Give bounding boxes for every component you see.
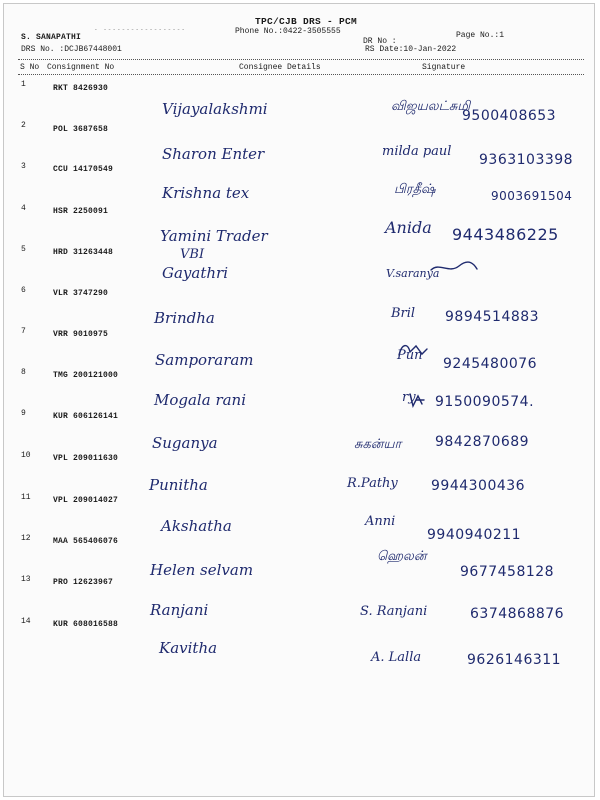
column-header-consignment: Consignment No bbox=[47, 63, 115, 72]
consignee-name: Suganya bbox=[152, 434, 218, 452]
consignment-number: KUR 606126141 bbox=[53, 412, 119, 421]
consignee-name: Helen selvam bbox=[150, 561, 254, 579]
signature: விஜயலட்சுமி bbox=[391, 99, 471, 114]
column-header-details: Consignee Details bbox=[239, 63, 321, 72]
row-number: 7 bbox=[21, 327, 26, 336]
recipient-phone: 9003691504 bbox=[491, 189, 573, 203]
row-number: 12 bbox=[21, 534, 31, 543]
recipient-phone: 9443486225 bbox=[452, 225, 559, 244]
recipient-phone: 9677458128 bbox=[460, 564, 555, 580]
consignee-name: Brindha bbox=[154, 309, 215, 327]
consignment-number: PRO 12623967 bbox=[53, 578, 114, 587]
page-number: Page No.:1 bbox=[456, 31, 505, 40]
consignee-note: VBI bbox=[180, 247, 205, 262]
row-number: 3 bbox=[21, 162, 26, 171]
consignee-name: Krishna tex bbox=[162, 184, 250, 202]
column-header-signature: Signature bbox=[422, 63, 466, 72]
consignee-name: Akshatha bbox=[161, 517, 232, 535]
consignment-number: HRD 31263448 bbox=[53, 248, 114, 257]
recipient-phone: 9363103398 bbox=[479, 152, 574, 168]
row-number: 9 bbox=[21, 409, 26, 418]
column-header-divider bbox=[18, 74, 584, 75]
recipient-phone: 6374868876 bbox=[470, 606, 565, 622]
row-number: 1 bbox=[21, 80, 26, 89]
row-number: 10 bbox=[21, 451, 31, 460]
row-number: 8 bbox=[21, 368, 26, 377]
consignment-number: POL 3687658 bbox=[53, 125, 109, 134]
consignment-number: RKT 8426930 bbox=[53, 84, 109, 93]
row-number: 5 bbox=[21, 245, 26, 254]
delivery-run-sheet bbox=[3, 3, 595, 797]
faint-header-text: - ------------------ bbox=[94, 26, 187, 33]
recipient-phone: 9626146311 bbox=[467, 652, 562, 668]
consignment-number: TMG 200121000 bbox=[53, 371, 119, 380]
consignee-name: Samporaram bbox=[155, 351, 254, 369]
consignee-name: Vijayalakshmi bbox=[162, 100, 268, 118]
signature-scribble bbox=[429, 260, 479, 276]
signature: பிரதீஷ் bbox=[394, 182, 436, 197]
recipient-phone: 9500408653 bbox=[462, 108, 557, 124]
row-number: 4 bbox=[21, 204, 26, 213]
consignee-name: Ranjani bbox=[150, 601, 209, 619]
signature: Anni bbox=[365, 514, 396, 529]
signature: V.saranya bbox=[386, 267, 440, 280]
signature: Anida bbox=[385, 218, 432, 237]
drs-number: DRS No. :DCJB67448001 bbox=[21, 45, 122, 54]
signature-scribble bbox=[396, 340, 430, 360]
header-divider bbox=[18, 59, 584, 60]
consignee-name: Yamini Trader bbox=[160, 227, 268, 245]
consignee-name: Mogala rani bbox=[154, 391, 247, 409]
signature: ஹெலன் bbox=[377, 549, 427, 564]
consignment-number: VRR 9010975 bbox=[53, 330, 109, 339]
phone-number: Phone No.:0422-3505555 bbox=[235, 27, 341, 36]
rs-date: RS Date:10-Jan-2022 bbox=[365, 45, 457, 54]
consignment-number: MAA 565406076 bbox=[53, 537, 119, 546]
row-number: 13 bbox=[21, 575, 31, 584]
signature: Pun bbox=[397, 348, 423, 363]
recipient-phone: 9150090574. bbox=[435, 394, 535, 410]
consignee-name: Gayathri bbox=[162, 264, 228, 282]
row-number: 2 bbox=[21, 121, 26, 130]
signature: S. Ranjani bbox=[360, 604, 428, 619]
row-number: 14 bbox=[21, 617, 31, 626]
consignment-number: VPL 209014027 bbox=[53, 496, 119, 505]
column-header-sno: S No bbox=[20, 63, 40, 72]
consignee-name: Kavitha bbox=[159, 639, 218, 657]
signature: A. Lalla bbox=[371, 650, 422, 665]
signature-scribble bbox=[406, 390, 428, 410]
recipient-phone: 9245480076 bbox=[443, 356, 538, 372]
signature: R.Pathy bbox=[347, 476, 398, 491]
consignment-number: HSR 2250091 bbox=[53, 207, 109, 216]
consignment-number: CCU 14170549 bbox=[53, 165, 114, 174]
sheet-title: TPC/CJB DRS - PCM bbox=[255, 16, 358, 27]
row-number: 11 bbox=[21, 493, 31, 502]
consignment-number: VPL 209011630 bbox=[53, 454, 119, 463]
consignee-name: Sharon Enter bbox=[162, 145, 265, 163]
consignment-number: KUR 608016588 bbox=[53, 620, 119, 629]
drs-number-right: DR No : bbox=[363, 37, 397, 46]
signature: milda paul bbox=[382, 144, 452, 159]
row-number: 6 bbox=[21, 286, 26, 295]
recipient-phone: 9940940211 bbox=[427, 527, 522, 543]
signature: Bril bbox=[391, 306, 416, 321]
recipient-phone: 9842870689 bbox=[435, 434, 530, 450]
recipient-phone: 9944300436 bbox=[431, 478, 526, 494]
signature: ry bbox=[402, 390, 416, 405]
consignment-number: VLR 3747290 bbox=[53, 289, 109, 298]
delivery-agent: S. SANAPATHI bbox=[21, 33, 82, 42]
signature: சுகன்யா bbox=[354, 437, 402, 452]
consignee-name: Punitha bbox=[149, 476, 208, 494]
recipient-phone: 9894514883 bbox=[445, 309, 540, 325]
